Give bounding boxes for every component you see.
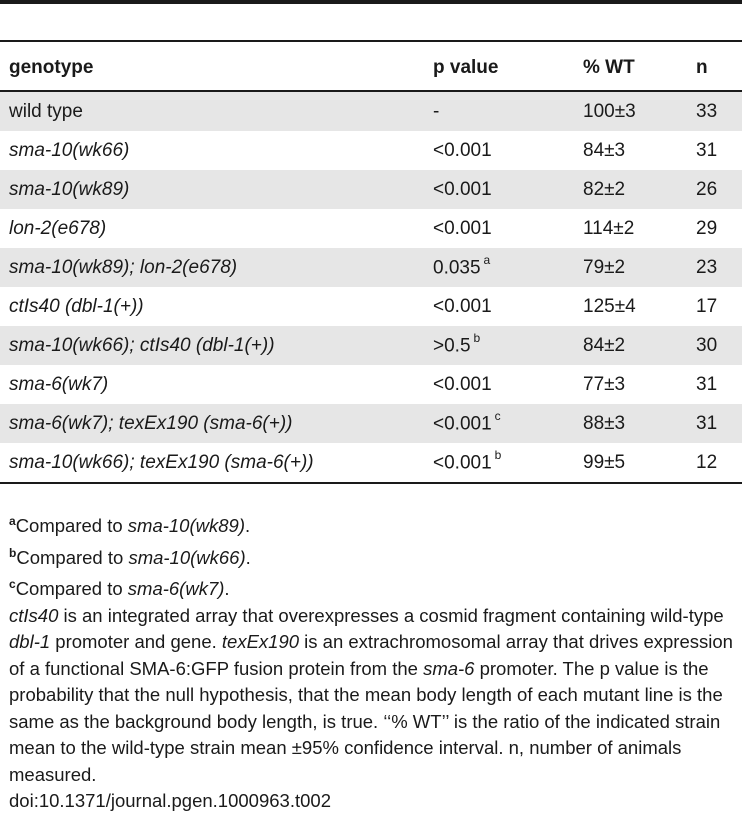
cell-percent-wt: 99±5 <box>574 443 687 483</box>
table-row <box>0 365 742 404</box>
cell-genotype: wild type <box>0 91 424 131</box>
cell-p-value: 0.035 $^a$ <box>424 248 574 287</box>
cell-percent-wt: 84±2 <box>574 326 687 365</box>
results-table <box>0 46 742 484</box>
header-percent-wt: % WT <box>574 46 687 91</box>
footnote-marker: c <box>494 409 501 424</box>
table-row <box>0 248 742 287</box>
cell-genotype: sma-6(wk7) <box>9 373 109 395</box>
table-top-rule <box>0 40 742 42</box>
cell-p-value: <0.001 $^b$ <box>424 443 574 483</box>
header-n: n <box>687 46 742 91</box>
cell-genotype: sma-10(wk66); texEx190 (sma-6(+)) <box>0 443 424 483</box>
footnote-marker: a <box>483 253 491 268</box>
cell-genotype: sma-6(wk7); texEx190 (sma-6(+)) <box>0 404 424 443</box>
table-row <box>0 443 742 483</box>
table-row <box>0 404 742 443</box>
cell-genotype: sma-10(wk66); ctIs40 (dbl-1(+)) <box>0 326 424 365</box>
cell-genotype: ctIs40 (dbl-1(+)) <box>9 295 144 317</box>
cell-percent-wt: 77±3 <box>583 373 626 395</box>
table-row <box>0 91 742 131</box>
table-header-row <box>0 46 742 91</box>
cell-percent-wt: 100±3 <box>574 91 687 131</box>
table-row <box>0 131 742 170</box>
cell-n: 31 <box>696 139 718 161</box>
cell-genotype: lon-2(e678) <box>9 217 107 239</box>
cell-n: 17 <box>696 295 718 317</box>
footnote-marker: b <box>494 448 502 463</box>
footnote-b: $^b$Compared to sma-10(wk66). <box>9 545 251 568</box>
table-row <box>0 326 742 365</box>
cell-p-value: >0.5 $^b$ <box>424 326 574 365</box>
cell-p-value: <0.001 <box>433 139 492 161</box>
footnote-marker: b <box>473 331 481 346</box>
footnote-b-mark: b <box>9 545 17 560</box>
footnote-c: $^c$Compared to sma-6(wk7). <box>9 577 230 600</box>
cell-genotype: sma-10(wk89) <box>0 170 424 209</box>
table-row <box>0 287 742 326</box>
cell-p-value: <0.001 <box>433 295 492 317</box>
doi-link[interactable]: doi:10.1371/journal.pgen.1000963.t002 <box>9 790 331 812</box>
table-notes <box>9 508 737 815</box>
footnote-a-mark: a <box>9 514 16 528</box>
cell-percent-wt: 114±2 <box>583 217 635 239</box>
cell-p-value: <0.001 $^c$ <box>424 404 574 443</box>
cell-n: 33 <box>687 91 742 131</box>
cell-genotype: sma-10(wk89); lon-2(e678) <box>0 248 424 287</box>
cell-p-value: <0.001 <box>433 217 492 239</box>
cell-p-value: <0.001 <box>433 373 492 395</box>
table-row <box>0 170 742 209</box>
top-border <box>0 0 742 4</box>
header-p-value: p value <box>424 46 574 91</box>
cell-n: 12 <box>687 443 742 483</box>
cell-n: 31 <box>687 404 742 443</box>
cell-p-value: - <box>424 91 574 131</box>
footnote-a: $^a$Compared to sma-10(wk89). <box>9 514 251 537</box>
cell-n: 23 <box>687 248 742 287</box>
cell-percent-wt: 79±2 <box>574 248 687 287</box>
header-genotype: genotype <box>0 46 424 91</box>
cell-p-value: <0.001 <box>424 170 574 209</box>
table-row <box>0 209 742 248</box>
footnote-c-mark: c <box>9 577 16 592</box>
cell-n: 29 <box>696 217 718 239</box>
cell-n: 31 <box>696 373 718 395</box>
cell-percent-wt: 84±3 <box>583 139 626 161</box>
cell-n: 30 <box>687 326 742 365</box>
cell-percent-wt: 88±3 <box>574 404 687 443</box>
cell-percent-wt: 125±4 <box>583 295 636 317</box>
cell-n: 26 <box>687 170 742 209</box>
cell-genotype: sma-10(wk66) <box>9 139 130 161</box>
cell-percent-wt: 82±2 <box>574 170 687 209</box>
table-description: ctIs40 is an integrated array that overexpresses a cosmid fragment containing wild-type dbl-1 promoter and gene. texEx190 is an extrachromosomal array that drives expression of a functional SMA-6:GFP fusion protein from the sma-6 promoter. The p value is the probability that the null hypothesis, that the mean body length of each mutant line is the same as the background body length, is true. ‘‘% WT’’ is the ratio of the indicated strain mean to the wild-type strain mean ±95% confidence interval. n, number of animals measured. <box>9 604 733 785</box>
